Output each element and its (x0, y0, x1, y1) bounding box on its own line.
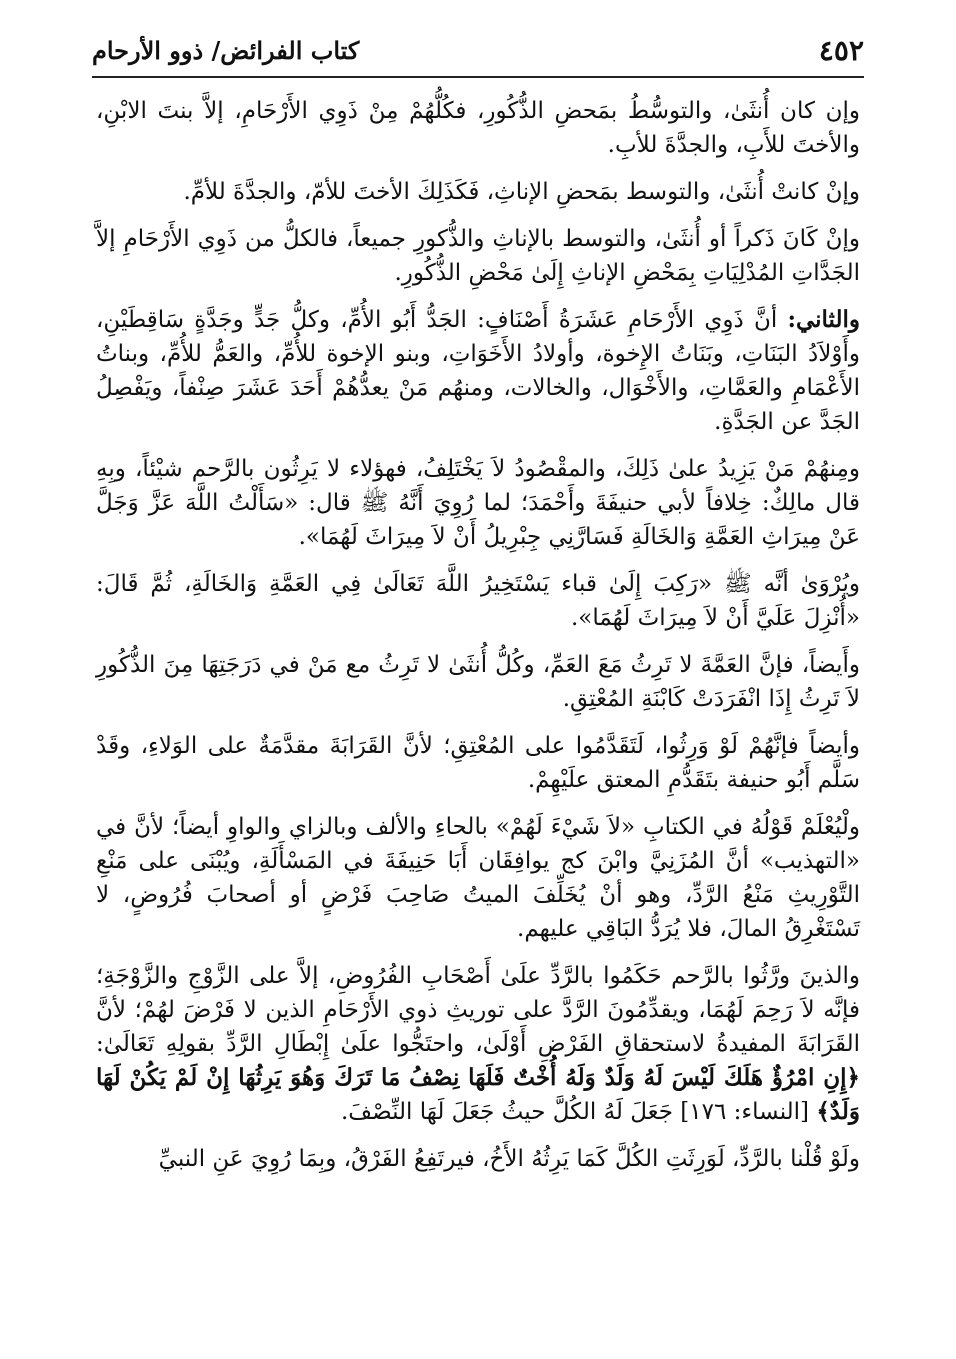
paragraph-radd (96, 959, 860, 1129)
paragraph: وإنْ كانتْ أُنثَىٰ، والتوسط بمَحضِ الإناثِ، فَكَذَلِكَ الأختَ للأمّ، والجدَّةَ للأمِّ. (183, 179, 860, 205)
paragraph-second-type (96, 303, 860, 439)
paragraph: وإنْ كَانَ ذَكراً أو أُنثَىٰ، والتوسط بالإناثِ والذُّكورِ جميعاً، فالكلُّ من ذَوِي الأَرْحَامِ إلاَّ الجَدَّاتِ المُدْلِيَاتِ بِمَحْضِ الإناثِ إِلَىٰ مَحْضِ الذُّكُورِ. (96, 226, 860, 286)
paragraph: وإن كان أُنثَىٰ، والتوسُّطُ بمَحضِ الذُّكُورِ، فكُلُّهُمْ مِنْ ذَوِي الأَرْحَامِ، إلاَّ بنتَ الابْنِ، والأختَ للأَبِ، والجدَّةَ للأبِ. (96, 98, 860, 158)
running-title: كتاب الفرائض/ ذوو الأرحام (92, 35, 360, 65)
quran-verse: ﴿إِنِ امْرُؤٌ هَلَكَ لَيْسَ لَهُ وَلَدٌ وَلَهُ أُخْتٌ فَلَهَا نِصْفُ مَا تَرَكَ وَهُوَ يَرِثُهَا إِنْ لَمْ يَكُنْ لَهَا وَلَدٌ﴾ (96, 1064, 860, 1125)
page-number: ٤٥٢ (818, 33, 864, 67)
body-text (96, 94, 860, 1189)
paragraph-lead: والثاني: (787, 306, 860, 333)
paragraph: ويُرْوَىٰ أنَّه ﷺ «رَكِبَ إِلَىٰ قباء يَسْتَخِيرُ اللَّهَ تَعَالَىٰ فِي العَمَّةِ وَالخَالَةِ، ثُمَّ قَالَ: «أُنْزِلَ عَلَيَّ أَنْ لاَ مِيرَاثَ لَهُمَا». (96, 571, 860, 631)
verse-citation: [النساء: ١٧٦] جَعَلَ لَهُ الكُلَّ حيثُ جَعَلَ لَهَا النِّصْفَ. (341, 1099, 817, 1125)
paragraph-body: أنَّ ذَوِي الأَرْحَامِ عَشَرَةُ أَصْنَافٍ: الجَدُّ أَبُو الأُمِّ، وكلُّ جَدٍّ وجَدَّةٍ سَاقِطَيْنِ، وأَوْلاَدُ البَنَاتِ، وبَنَاتُ الإِخوة، وأولادُ الأَخَوَاتِ، وبنو الإخوة للأُمِّ، والعَمُّ للأُمِّ، وبناتُ الأَعْمَامِ والعَمَّاتِ، والأَخْوَال، والخالات، ومنهُم مَنْ يعدُّهُمْ أَحَدَ عَشَرَ صِنْفاً، ويَفْصِلُ الجَدَّ عن الجَدَّةِ. (96, 307, 860, 435)
header-divider (92, 76, 864, 78)
paragraph: ولْيُعْلَمْ قَوْلُهُ في الكتابِ «لاَ شَيْءَ لَهُمْ» بالحاءِ والألف وبالزاي والواوِ أيضاً؛ لأنَّ في «التهذيب» أنَّ المُزَنِيَّ وابْنَ كج يوافِقَان أَبَا حَنِيفَةَ في المَسْأَلَةِ، ويُبْنَى على مَنْعِ التَّوْرِيثِ مَنْعُ الرَّدِّ، وهو أنْ يُخَلِّفَ الميتُ صَاحِبَ فَرْضٍ أو أصحابَ فُرُوضٍ، لا تَسْتَغْرِقُ المالَ، فلا يُرَدُّ البَاقِي عليهم. (96, 814, 860, 942)
paragraph: ومِنهُمْ مَنْ يَزِيدُ علىٰ ذَلِكَ، والمقْصُودُ لاَ يَخْتَلِفُ، فهؤلاء لا يَرِثُون بالرَّحم شيْئاً، وبِهِ قال مالِكٌ: خِلافاً لأبي حنيفَةَ وأَحْمَدَ؛ لما رُوِيَ أَنَّهُ ﷺ قال: «سَأَلْتُ اللَّهَ عَزَّ وَجَلَّ عَنْ مِيرَاثِ العَمَّةِ وَالخَالَةِ فَسَارَّنِي جِبْرِيلُ أَنْ لاَ مِيرَاثَ لَهُمَا». (96, 456, 860, 550)
paragraph: ولَوْ قُلْنا بالرَّدِّ، لَوَرِثَتِ الكُلَّ كَمَا يَرِثُهُ الأَخُ، فيرتَفِعُ الفَرْقُ، وبِمَا رُوِيَ عَنِ النبيِّ (158, 1146, 860, 1172)
page-header (92, 28, 864, 72)
paragraph-body: والذينَ ورَّثُوا بالرَّحم حَكَمُوا بالرَّدِّ علَىٰ أَصْحَابِ الفُرُوضِ، إلاَّ على الزَّوْجِ والزَّوْجَةِ؛ فإنَّه لاَ رَحِمَ لَهُمَا، ويقدِّمُونَ الرَّدَّ على توريثِ ذوي الأَرْحَامِ الذين لا فَرْضَ لهُمْ؛ لأنَّ القَرَابَةَ المفيدةُ لاستحقاقِ الفَرْضِ أَوْلَىٰ، واحتَجُّوا علَىٰ إِبْطَالِ الرَّدِّ بقولِهِ تَعَالَىٰ: (96, 963, 860, 1057)
paragraph: وأيضاً فإنَّهُمْ لَوْ وَرِثُوا، لَتَقَدَّمُوا على المُعْتِقِ؛ لأنَّ القَرَابَةَ مقدَّمَةٌ على الوَلاءِ، وقَدْ سَلَّم أَبُو حنيفة بتَقَدُّمِ المعتق علَيْهِمْ. (96, 733, 860, 793)
paragraph: وأَيضاً، فإنَّ العَمَّةَ لا تَرِثُ مَعَ العَمِّ، وكُلُّ أُنثَىٰ لا تَرِثُ مع مَنْ في دَرَجَتِهَا مِنَ الذُّكُورِ لاَ تَرِثُ إِذَا انْفَرَدَتْ كَابْنَةِ المُعْتِقِ. (96, 652, 860, 712)
